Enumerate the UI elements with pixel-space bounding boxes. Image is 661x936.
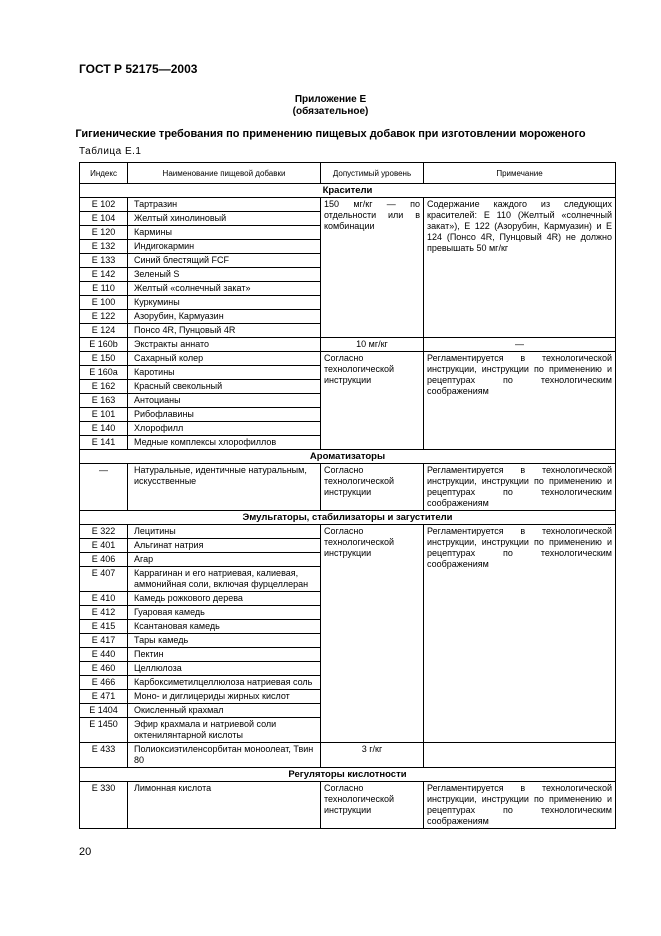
table-row [80, 352, 616, 366]
section-row [80, 450, 616, 464]
additive-index: Е 101 [80, 408, 128, 422]
additive-index: Е 160a [80, 366, 128, 380]
additive-name: Зеленый S [128, 268, 321, 282]
additive-index: Е 1450 [80, 718, 128, 743]
header-name: Наименование пищевой добавки [128, 163, 321, 184]
additive-index: Е 417 [80, 634, 128, 648]
page-number: 20 [79, 846, 92, 858]
additive-name: Камедь рожкового дерева [128, 592, 321, 606]
additive-index: Е 407 [80, 567, 128, 592]
table-header-row [80, 163, 616, 184]
additive-name: Целлюлоза [128, 662, 321, 676]
additives-table [79, 162, 616, 829]
additive-name: Агар [128, 553, 321, 567]
additive-name: Гуаровая камедь [128, 606, 321, 620]
additive-name: Тары камедь [128, 634, 321, 648]
additive-index: Е 104 [80, 212, 128, 226]
additive-index: Е 322 [80, 525, 128, 539]
additive-index: Е 124 [80, 324, 128, 338]
additive-name: Хлорофилл [128, 422, 321, 436]
section-row [80, 184, 616, 198]
additive-name: Индигокармин [128, 240, 321, 254]
table-row [80, 743, 616, 768]
note: Содержание каждого из следующих красителей: Е 110 (Желтый «солнечный закат»), Е 122 (Азорубин, Кармуазин) и Е 124 (Понсо 4R, Пунцовый 4R) не должно превышать 50 мг/кг [424, 198, 616, 338]
additive-index: Е 162 [80, 380, 128, 394]
table-row [80, 525, 616, 539]
additive-index: Е 160b [80, 338, 128, 352]
section-title: Красители [80, 184, 616, 198]
main-title: Гигиенические требования по применению пищевых добавок при изготовлении мороженого [75, 128, 586, 140]
additive-name: Желтый хинолиновый [128, 212, 321, 226]
table-row [80, 464, 616, 511]
section-row [80, 768, 616, 782]
additive-name: Синий блестящий FCF [128, 254, 321, 268]
additive-name: Эфир крахмала и натриевой соли октенилянтарной кислоты [128, 718, 321, 743]
additive-index: Е 330 [80, 782, 128, 829]
header-index: Индекс [80, 163, 128, 184]
header-level: Допустимый уровень [321, 163, 424, 184]
additive-index: Е 433 [80, 743, 128, 768]
additive-name: Антоцианы [128, 394, 321, 408]
document-code: ГОСТ Р 52175—2003 [79, 62, 198, 76]
additive-index: Е 141 [80, 436, 128, 450]
additive-index: Е 150 [80, 352, 128, 366]
additive-name: Медные комплексы хлорофиллов [128, 436, 321, 450]
additive-index: Е 440 [80, 648, 128, 662]
additive-name: Тартразин [128, 198, 321, 212]
appendix-title: Приложение Е [294, 94, 367, 105]
additive-index: Е 406 [80, 553, 128, 567]
additive-name: Азорубин, Кармуазин [128, 310, 321, 324]
additive-index: Е 410 [80, 592, 128, 606]
additive-name: Понсо 4R, Пунцовый 4R [128, 324, 321, 338]
additive-name: Экстракты аннато [128, 338, 321, 352]
additive-name: Каротины [128, 366, 321, 380]
additive-index: Е 471 [80, 690, 128, 704]
additive-name: Ксантановая камедь [128, 620, 321, 634]
additive-index: Е 100 [80, 296, 128, 310]
additive-name: Рибофлавины [128, 408, 321, 422]
permitted-level: Согласно технологической инструкции [321, 352, 424, 450]
permitted-level: 3 г/кг [321, 743, 424, 768]
note: — [424, 338, 616, 352]
additive-name: Сахарный колер [128, 352, 321, 366]
note: Регламентируется в технологической инструкции, инструкции по применению и рецептурах по технологическим соображениям [424, 525, 616, 743]
additive-index: Е 140 [80, 422, 128, 436]
additive-index: Е 401 [80, 539, 128, 553]
note: Регламентируется в технологической инструкции, инструкции по применению и рецептурах по технологическим соображениям [424, 352, 616, 450]
additive-name: Куркумины [128, 296, 321, 310]
permitted-level: Согласно технологической инструкции [321, 782, 424, 829]
additive-index: Е 412 [80, 606, 128, 620]
permitted-level: Согласно технологической инструкции [321, 525, 424, 743]
additive-name: Натуральные, идентичные натуральным, искусственные [128, 464, 321, 511]
section-title: Регуляторы кислотности [80, 768, 616, 782]
additive-name: Красный свекольный [128, 380, 321, 394]
additive-index: Е 110 [80, 282, 128, 296]
additive-name: Лецитины [128, 525, 321, 539]
additive-index: Е 460 [80, 662, 128, 676]
additive-name: Окисленный крахмал [128, 704, 321, 718]
permitted-level: 150 мг/кг — по отдельности или в комбинации [321, 198, 424, 338]
additive-name: Лимонная кислота [128, 782, 321, 829]
table-row [80, 782, 616, 829]
table-row [80, 338, 616, 352]
additive-name: Карбоксиметилцеллюлоза натриевая соль [128, 676, 321, 690]
additive-index: Е 132 [80, 240, 128, 254]
permitted-level: Согласно технологической инструкции [321, 464, 424, 511]
table-body [80, 184, 616, 829]
table-caption: Таблица Е.1 [79, 146, 142, 157]
section-row [80, 511, 616, 525]
additive-name: Полиоксиэтиленсорбитан моноолеат, Твин 80 [128, 743, 321, 768]
additive-name: Каррагинан и его натриевая, калиевая, аммонийная соли, включая фурцеллеран [128, 567, 321, 592]
section-title: Ароматизаторы [80, 450, 616, 464]
additive-index: Е 122 [80, 310, 128, 324]
additive-index: Е 1404 [80, 704, 128, 718]
appendix-subtitle: (обязательное) [292, 106, 369, 117]
additive-index: — [80, 464, 128, 511]
additive-index: Е 133 [80, 254, 128, 268]
additive-name: Кармины [128, 226, 321, 240]
additive-index: Е 163 [80, 394, 128, 408]
additive-name: Пектин [128, 648, 321, 662]
table-row [80, 198, 616, 212]
additive-index: Е 466 [80, 676, 128, 690]
additive-index: Е 102 [80, 198, 128, 212]
additive-index: Е 120 [80, 226, 128, 240]
section-title: Эмульгаторы, стабилизаторы и загустители [80, 511, 616, 525]
additive-name: Моно- и диглицериды жирных кислот [128, 690, 321, 704]
additive-index: Е 142 [80, 268, 128, 282]
additive-name: Желтый «солнечный закат» [128, 282, 321, 296]
additive-index: Е 415 [80, 620, 128, 634]
note: Регламентируется в технологической инструкции, инструкции по применению и рецептурах по технологическим соображениям [424, 782, 616, 829]
permitted-level: 10 мг/кг [321, 338, 424, 352]
note [424, 743, 616, 768]
note: Регламентируется в технологической инструкции, инструкции по применению и рецептурах по технологическим соображениям [424, 464, 616, 511]
additive-name: Альгинат натрия [128, 539, 321, 553]
header-note: Примечание [424, 163, 616, 184]
